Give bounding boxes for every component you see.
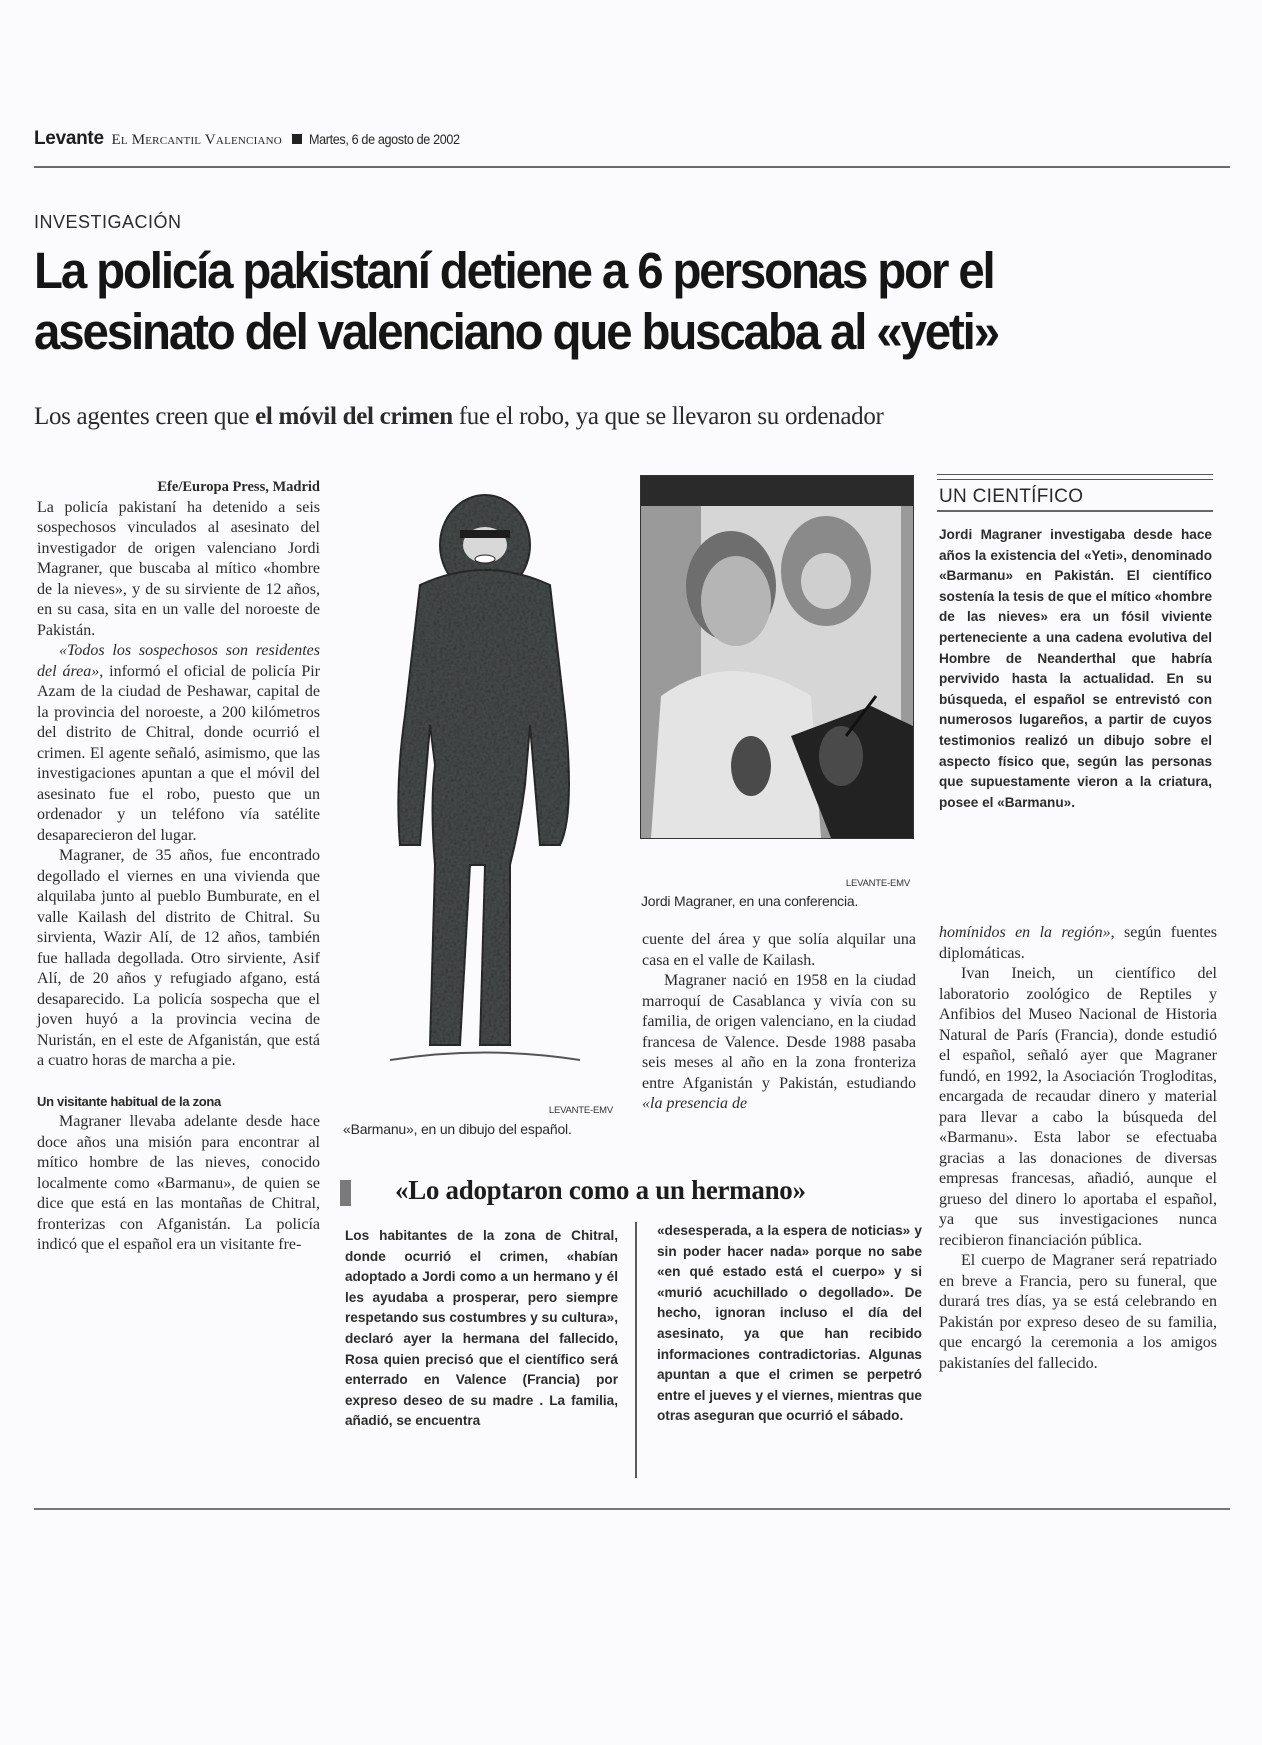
article-column-1 bbox=[37, 477, 320, 1256]
newspaper-subtitle: El Mercantil Valenciano bbox=[111, 132, 282, 148]
sidebar-body: Jordi Magraner investigaba desde hace años la existencia del «Yeti», denominado «Barmanu» en Pakistán. El científico sostenía la tesis de que el mítico «hombre de las nieves» era un fósil viviente perteneciente a una cadena evolutiva del Hombre de Neanderthal que habría pervivido hasta la actualidad. En su búsqueda, el español se entrevistó con numerosos lugareños, a partir de cuyos testimonios realizó un dibujo sobre el aspecto físico que, según las personas que supuestamente vieron a la criatura, posee el «Barmanu». bbox=[939, 527, 1212, 810]
article-column-3 bbox=[642, 930, 916, 1115]
subhead-end: fue el robo, ya que se llevaron su ordenador bbox=[452, 403, 884, 430]
column-divider bbox=[635, 1222, 637, 1478]
sidebar-top-rule bbox=[937, 474, 1213, 480]
publication-date: Martes, 6 de agosto de 2002 bbox=[309, 131, 461, 147]
sidebar-title-rule bbox=[937, 510, 1213, 512]
paragraph: cuente del área y que solía alquilar una casa en el valle de Kailash. bbox=[642, 931, 916, 969]
byline: Efe/Europa Press, Madrid bbox=[157, 479, 320, 495]
image-caption: «Barmanu», en un dibujo del español. bbox=[343, 1121, 572, 1137]
paragraph: «Todos los sospechosos son residentes del área», informó el oficial de policía Pir Azam de la ciudad de Peshawar, capital de la provincia del noroeste, a 200 kilómetros del distrito de Chitral, donde ocurrió el crimen. El agente señaló, asimismo, que las investigaciones apuntan a que el móvil del asesinato fue el robo, puesto que un ordenador y un teléfono vía satélite desaparecieron del lugar. bbox=[37, 642, 320, 844]
paragraph: La policía pakistaní ha detenido a seis sospechosos vinculados al asesinato del investigador de origen valenciano Jordi Magraner, que buscaba al mítico «hombre de la nieves», y de su sirviente de 12 años, en su casa, sita en un valle del noroeste de Pakistán. bbox=[37, 498, 320, 639]
inline-subtitle: Un visitante habitual de la zona bbox=[37, 1093, 221, 1109]
paragraph: Ivan Ineich, un científico del laboratorio zoológico de Reptiles y Anfibios del Museo Nacional de Historia Natural de París (Francia), donde estudió el español, señaló ayer que Magraner fundó, en 1992, la Asociación Trogloditas, encargada de recaudar dinero y material para llevar a cabo la búsqueda del «Barmanu». Esta labor se efectuaba gracias a las donaciones de diversas empresas francesas, añadió, aunque el grueso del dinero lo aportaba el español, ya que sus investigaciones nunca recibieron financiación pública. bbox=[939, 965, 1217, 1249]
paragraph: Magraner llevaba adelante desde hace doce años una misión para encontrar al mítico hombre de las nieves, conocido localmente como «Barmanu», de quien se dice que está en las montañas de Chitral, fronterizas con Afganistán. La policía indicó que el español era un visitante fre- bbox=[37, 1113, 320, 1253]
barmanu-drawing bbox=[360, 485, 610, 1075]
subhead-bold: el móvil del crimen bbox=[255, 403, 453, 430]
footer-divider bbox=[34, 1508, 1230, 1510]
masthead bbox=[34, 128, 477, 150]
paragraph: homínidos en la región», según fuentes diplomáticas. bbox=[939, 924, 1217, 962]
subhead-start: Los agentes creen que bbox=[34, 403, 256, 430]
subheadline bbox=[34, 403, 884, 431]
paragraph: El cuerpo de Magraner será repatriado en breve a Francia, pero su funeral, que durará tres días, ya se está celebrando en Pakistán por expreso deseo de su familia, que encargó la ceremonia a los amigos pakistaníes del fallecido. bbox=[939, 1252, 1217, 1372]
pull-box-column-1: Los habitantes de la zona de Chitral, donde ocurrió el crimen, «habían adoptado a Jordi como a un hermano y él les ayudaba a prosperar, pero siempre respetando sus costumbres y su cultura», declaró ayer la hermana del fallecido, Rosa quien precisó que el científico será enterrado en Valence (Francia) por expreso deseo de su madre . La familia, añadió, se encuentra bbox=[345, 1228, 618, 1429]
quote: homínidos en la región» bbox=[939, 924, 1111, 941]
person-photo-icon bbox=[641, 476, 913, 838]
newspaper-brand: Levante bbox=[34, 128, 104, 149]
conference-photo bbox=[640, 475, 914, 839]
header-divider bbox=[34, 166, 1230, 168]
image-credit: LEVANTE-EMV bbox=[845, 878, 910, 889]
headline: La policía pakistaní detiene a 6 personas por el asesinato del valenciano que buscaba al «yeti» bbox=[34, 242, 998, 360]
paragraph: Magraner nació en 1958 en la ciudad marroquí de Casablanca y vivía con su familia, de origen valenciano, en la ciudad francesa de Valence. Desde 1988 pasaba seis meses al año en la zona fronteriza entre Afganistán y Pakistán, estudiando «la presencia de bbox=[642, 972, 916, 1112]
image-credit: LEVANTE-EMV bbox=[548, 1105, 613, 1116]
article-column-4 bbox=[939, 923, 1217, 1374]
pull-box-title: «Lo adoptaron como a un hermano» bbox=[395, 1175, 806, 1205]
image-caption: Jordi Magraner, en una conferencia. bbox=[641, 893, 859, 909]
yeti-illustration-icon bbox=[360, 485, 610, 1075]
square-bullet-icon bbox=[292, 134, 302, 144]
section-label: INVESTIGACIÓN bbox=[34, 212, 182, 232]
quote: «Todos los sospechosos son residentes del área» bbox=[37, 642, 320, 680]
paragraph: Magraner, de 35 años, fue encontrado degollado el viernes en una vivienda que alquilaba junto al pueblo Bumburate, en el valle Kailash del distrito de Chitral. Su sirvienta, Wazir Alí, de 12 años, también fue hallada degollada. Otro sirviente, Asif Alí, de 20 años y refugiado afgano, está desaparecido. La policía sospecha que el joven huyó a la provincia vecina de Nuristán, en el este de Afganistán, que está a cuatro horas de marcha a pie. bbox=[37, 847, 320, 1069]
pull-box-column-2: «desesperada, a la espera de noticias» y sin poder hacer nada» porque no sabe «en qué estado está el cuerpo» y si «murió acuchillado o degollado». De hecho, ignoran incluso el día del asesinato, ya que han recibido informaciones contradictorias. Algunas apuntan a que el crimen se perpetró entre el jueves y el viernes, mientras que otras aseguran que ocurrió el sábado. bbox=[657, 1223, 922, 1424]
sidebar-title: UN CIENTÍFICO bbox=[939, 486, 1084, 507]
pull-box-marker bbox=[340, 1180, 351, 1206]
quote: «la presencia de bbox=[642, 1095, 748, 1112]
